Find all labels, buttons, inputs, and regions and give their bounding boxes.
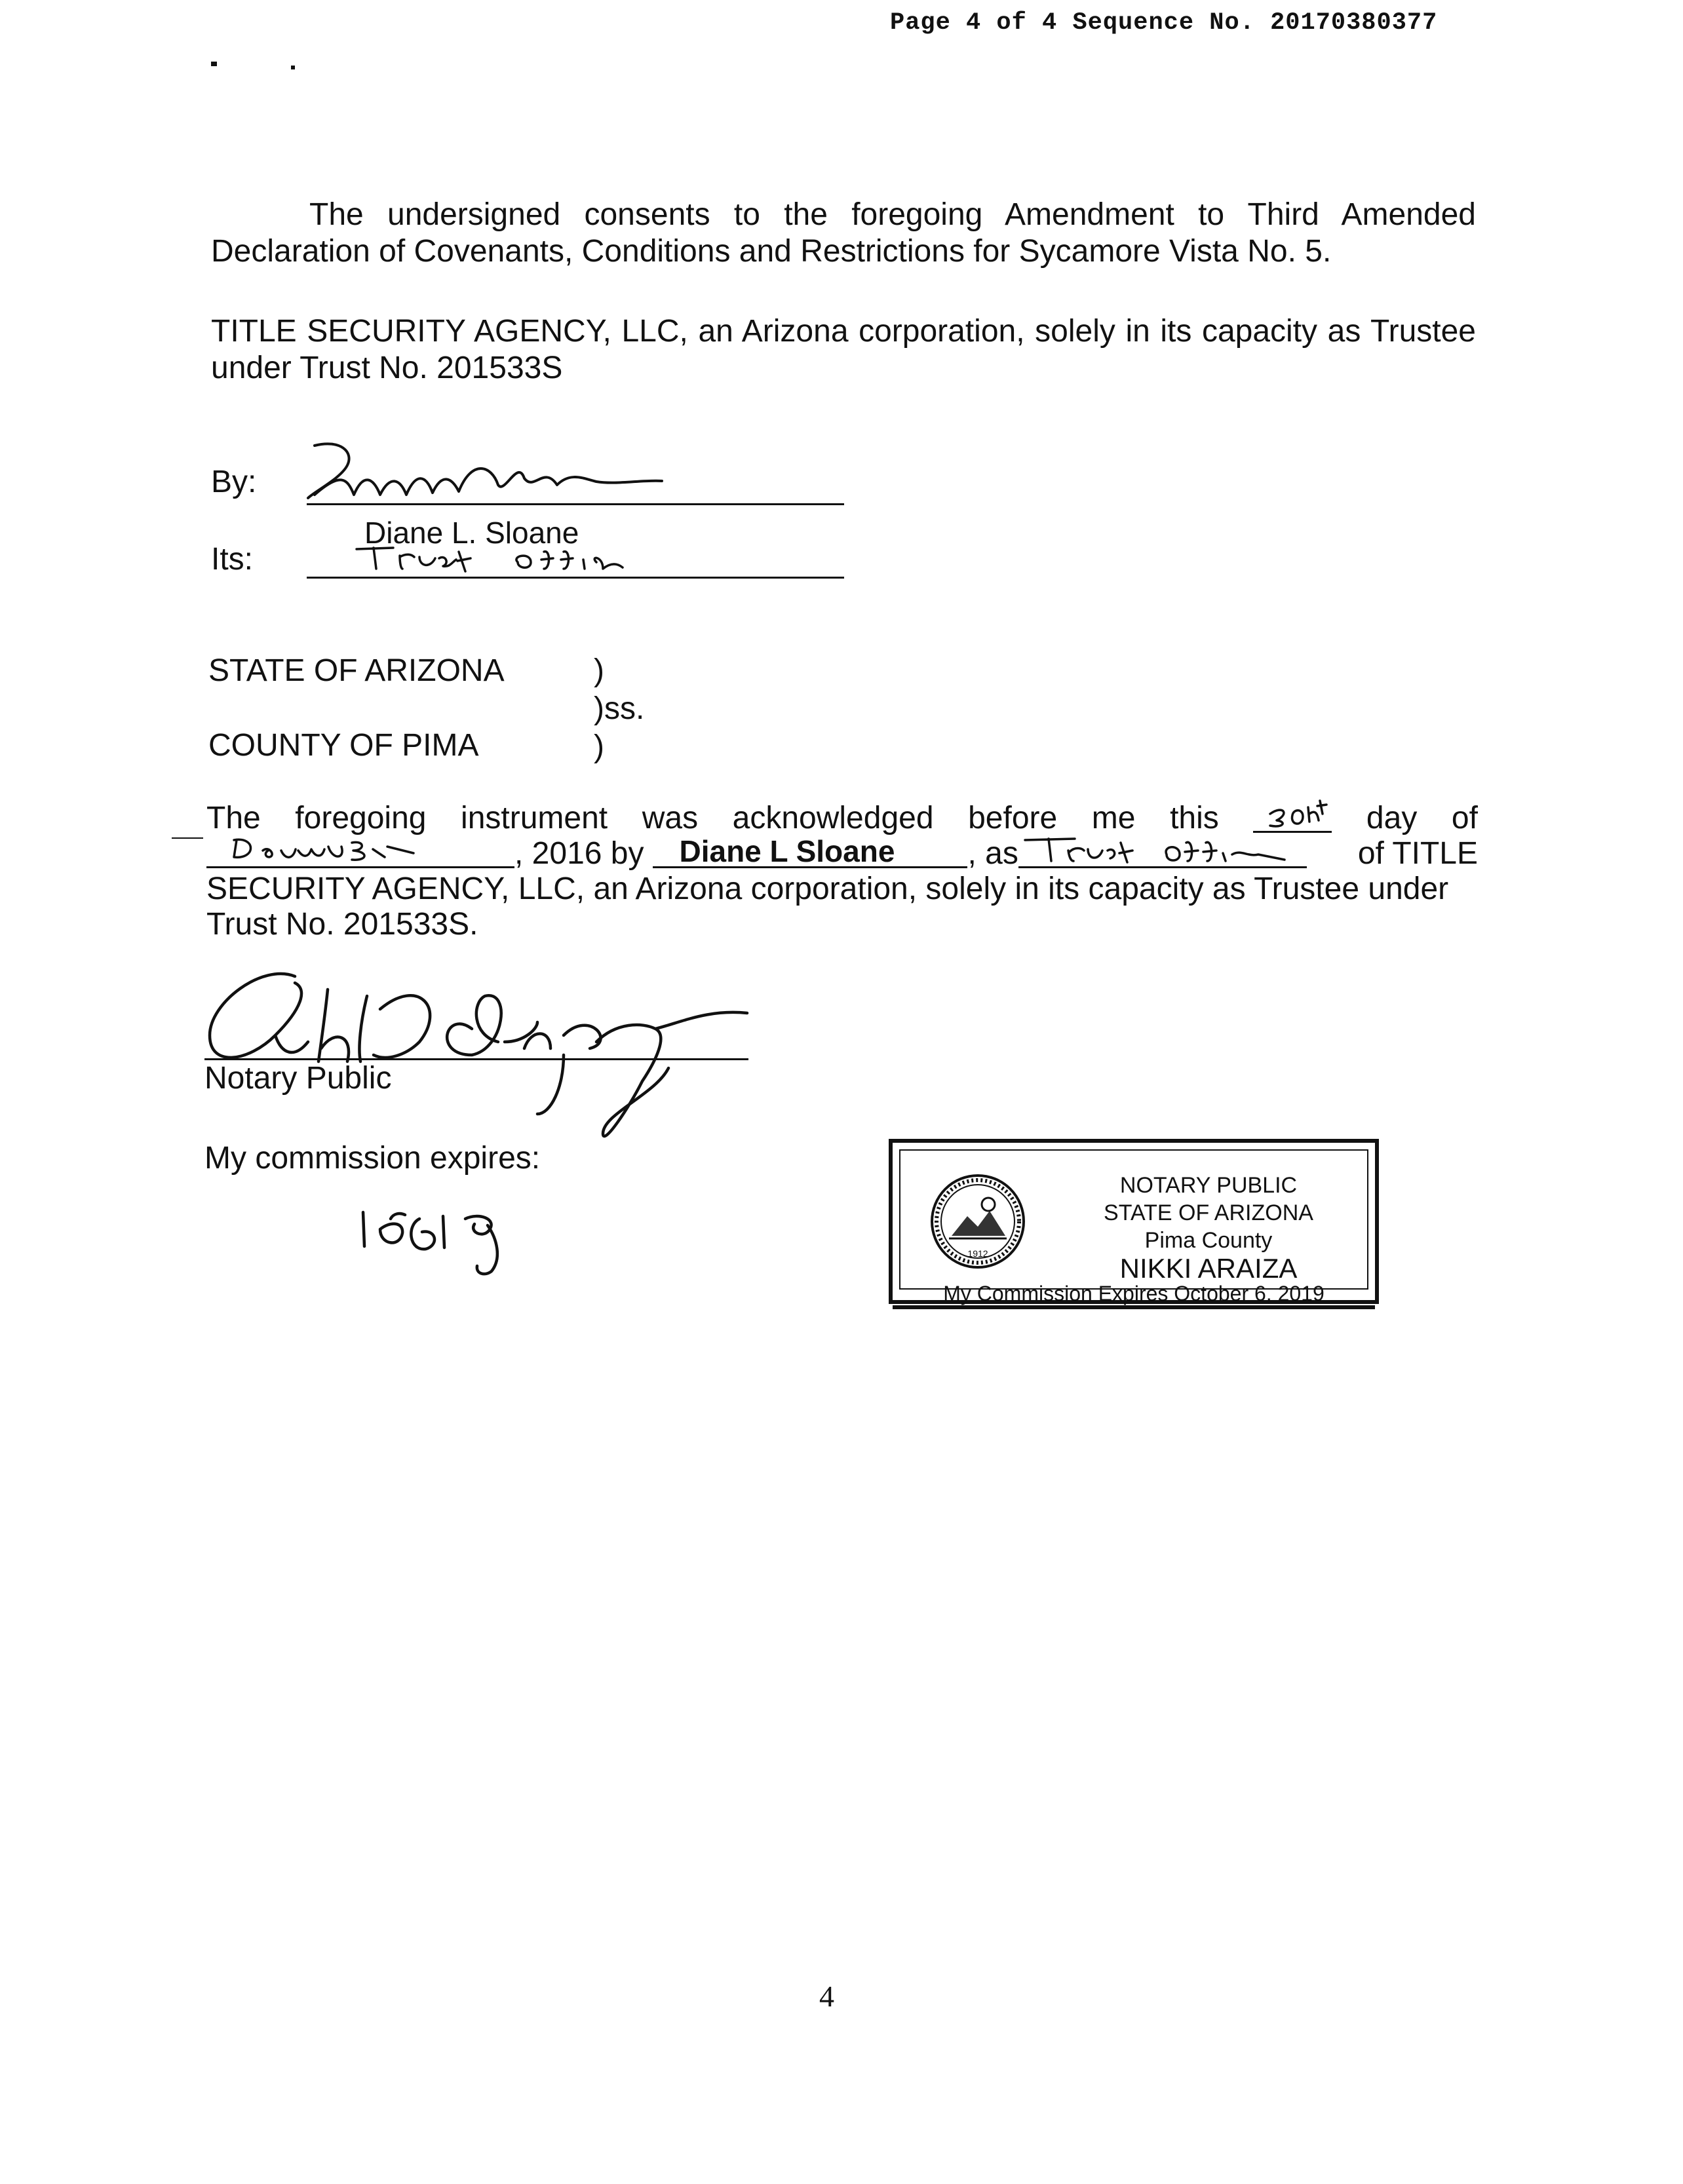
page-number: 4 xyxy=(819,1980,834,2013)
arizona-seal-icon xyxy=(929,1173,1026,1270)
handwritten-day xyxy=(1257,794,1329,831)
stamp-line-notary-name: NIKKI ARAIZA xyxy=(1119,1253,1298,1284)
stamp-line-notary-public: NOTARY PUBLIC xyxy=(1119,1173,1298,1198)
notary-stamp xyxy=(889,1139,1379,1304)
its-line xyxy=(307,577,844,579)
ack-line-1 xyxy=(206,801,1478,836)
ack-word: The xyxy=(206,801,261,835)
month-blank xyxy=(206,836,514,868)
stamp-line-state: STATE OF ARIZONA xyxy=(1104,1200,1313,1225)
signer-name: Diane L. Sloane xyxy=(364,516,579,550)
notary-public-label: Notary Public xyxy=(204,1061,392,1096)
venue-paren-2: ) xyxy=(594,729,604,764)
ack-word: of xyxy=(1451,801,1478,835)
acknowledgment-paragraph xyxy=(206,801,1478,942)
day-blank xyxy=(1253,801,1332,833)
venue-ss: )ss. xyxy=(594,691,645,726)
scan-speck xyxy=(291,66,295,69)
of-title-text: of TITLE xyxy=(1357,836,1478,871)
notary-signature xyxy=(197,950,760,1147)
venue-paren-1: ) xyxy=(594,653,604,688)
its-label: Its: xyxy=(211,542,254,577)
margin-stray-mark xyxy=(172,837,203,839)
title-blank xyxy=(1018,836,1307,868)
ack-typed-name: Diane L Sloane xyxy=(679,834,895,868)
ack-word: instrument xyxy=(461,801,608,835)
ack-word: was xyxy=(642,801,699,835)
trustee-signature xyxy=(301,432,668,511)
stamp-inner-border xyxy=(899,1149,1368,1305)
stamp-bottom-bar xyxy=(893,1305,1375,1309)
venue-state: STATE OF ARIZONA xyxy=(208,653,505,688)
venue-county: COUNTY OF PIMA xyxy=(208,728,479,763)
ack-word: foregoing xyxy=(295,801,427,835)
ack-line-4: Trust No. 201533S. xyxy=(206,907,478,942)
handwritten-ack-title xyxy=(1022,835,1298,865)
seal-year: 1912 xyxy=(967,1248,988,1259)
stamp-line-expiration: My Commission Expires October 6, 2019 xyxy=(943,1282,1325,1305)
ack-word: day xyxy=(1366,801,1418,835)
commission-date-handwriting xyxy=(354,1193,564,1278)
trustee-paragraph: TITLE SECURITY AGENCY, LLC, an Arizona corporation, solely in its capacity as Trustee under Trust No. 201533S xyxy=(211,314,1476,385)
handwritten-month xyxy=(230,833,427,864)
as-text: , as xyxy=(967,836,1018,871)
commission-expires-label: My commission expires: xyxy=(204,1141,541,1176)
ack-word: this xyxy=(1170,801,1219,835)
title-handwriting xyxy=(354,543,668,582)
ack-word: acknowledged xyxy=(732,801,934,835)
ack-word: before xyxy=(968,801,1058,835)
name-blank xyxy=(653,836,967,868)
page-sequence-header: Page 4 of 4 Sequence No. 20170380377 xyxy=(890,9,1438,37)
stamp-line-county: Pima County xyxy=(1144,1228,1273,1253)
ack-line-3: SECURITY AGENCY, LLC, an Arizona corporation, solely in its capacity as Trustee under xyxy=(206,872,1449,906)
ack-date-phrase xyxy=(206,836,1307,872)
by-signature-line xyxy=(307,503,844,505)
scan-speck xyxy=(211,62,217,66)
ack-word: me xyxy=(1091,801,1136,835)
consent-paragraph: The undersigned consents to the foregoing Amendment to Third Amended Declaration of Covenants, Conditions and Restrictions for Sycamore Vista No. 5. xyxy=(211,197,1476,269)
ack-line-2 xyxy=(206,836,1478,872)
year-by-text: , 2016 by xyxy=(514,836,644,871)
by-label: By: xyxy=(211,465,257,499)
